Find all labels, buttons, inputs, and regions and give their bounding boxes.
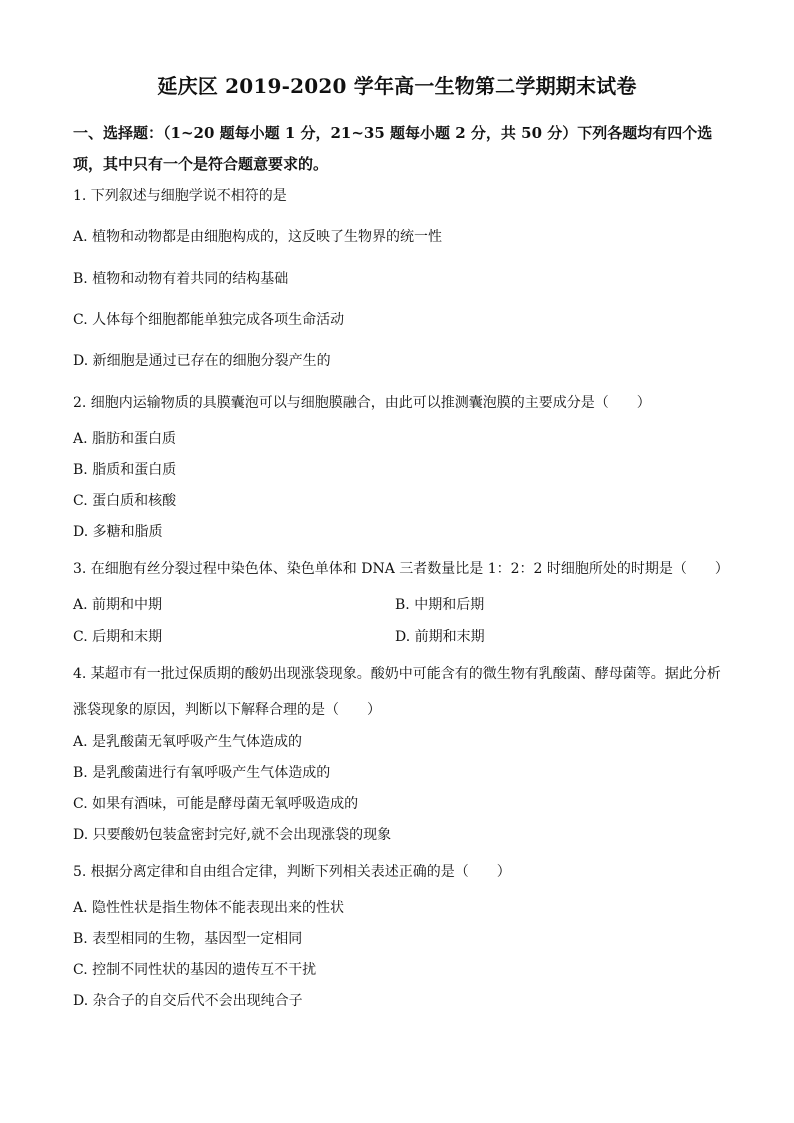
question-5-option-c: C. 控制不同性状的基因的遗传互不干扰: [73, 962, 317, 978]
question-3-option-c: C. 后期和末期: [73, 629, 163, 645]
question-4-option-a: A. 是乳酸菌无氧呼吸产生气体造成的: [73, 734, 303, 750]
question-1-option-c: C. 人体每个细胞都能单独完成各项生命活动: [73, 312, 345, 328]
question-2-option-c: C. 蛋白质和核酸: [73, 493, 177, 509]
question-5-stem: 5. 根据分离定律和自由组合定律，判断下列相关表述正确的是（ ）: [73, 864, 511, 880]
question-1-option-b: B. 植物和动物有着共同的结构基础: [73, 271, 289, 287]
question-2-stem: 2. 细胞内运输物质的具膜囊泡可以与细胞膜融合，由此可以推测囊泡膜的主要成分是（ ）: [73, 395, 651, 411]
question-3-stem: 3. 在细胞有丝分裂过程中染色体、染色单体和 DNA 三者数量比是 1：2：2 时细胞所处的时期是（ ）: [73, 561, 729, 577]
question-2-option-b: B. 脂质和蛋白质: [73, 462, 177, 478]
question-2-option-d: D. 多糖和脂质: [73, 524, 163, 540]
question-3-option-b: B. 中期和后期: [395, 597, 485, 613]
question-1-option-d: D. 新细胞是通过已存在的细胞分裂产生的: [73, 353, 331, 369]
question-2-option-a: A. 脂肪和蛋白质: [73, 431, 177, 447]
question-3-option-d: D. 前期和末期: [395, 629, 485, 645]
question-4-stem: 4. 某超市有一批过保质期的酸奶出现涨袋现象。酸奶中可能含有的微生物有乳酸菌、酵母菌等。据此分析涨袋现象的原因，判断以下解释合理的是（ ）: [73, 666, 721, 718]
question-5-option-a: A. 隐性性状是指生物体不能表现出来的性状: [73, 900, 345, 916]
question-4-option-d: D. 只要酸奶包装盒密封完好,就不会出现涨袋的现象: [73, 827, 392, 843]
question-5-option-b: B. 表型相同的生物，基因型一定相同: [73, 931, 303, 947]
page-title: 延庆区 2019-2020 学年高一生物第二学期期末试卷: [157, 74, 637, 98]
question-1-stem: 1. 下列叙述与细胞学说不相符的是: [73, 188, 287, 204]
question-1-option-a: A. 植物和动物都是由细胞构成的，这反映了生物界的统一性: [73, 229, 443, 245]
question-4-option-b: B. 是乳酸菌进行有氧呼吸产生气体造成的: [73, 765, 331, 781]
section-heading: 一、选择题：（1~20 题每小题 1 分，21~35 题每小题 2 分，共 50 分）下列各题均有四个选项，其中只有一个是符合题意要求的。: [73, 124, 713, 173]
question-3-option-a: A. 前期和中期: [73, 597, 163, 613]
question-5-option-d: D. 杂合子的自交后代不会出现纯合子: [73, 993, 303, 1009]
question-4-option-c: C. 如果有酒味，可能是酵母菌无氧呼吸造成的: [73, 796, 359, 812]
